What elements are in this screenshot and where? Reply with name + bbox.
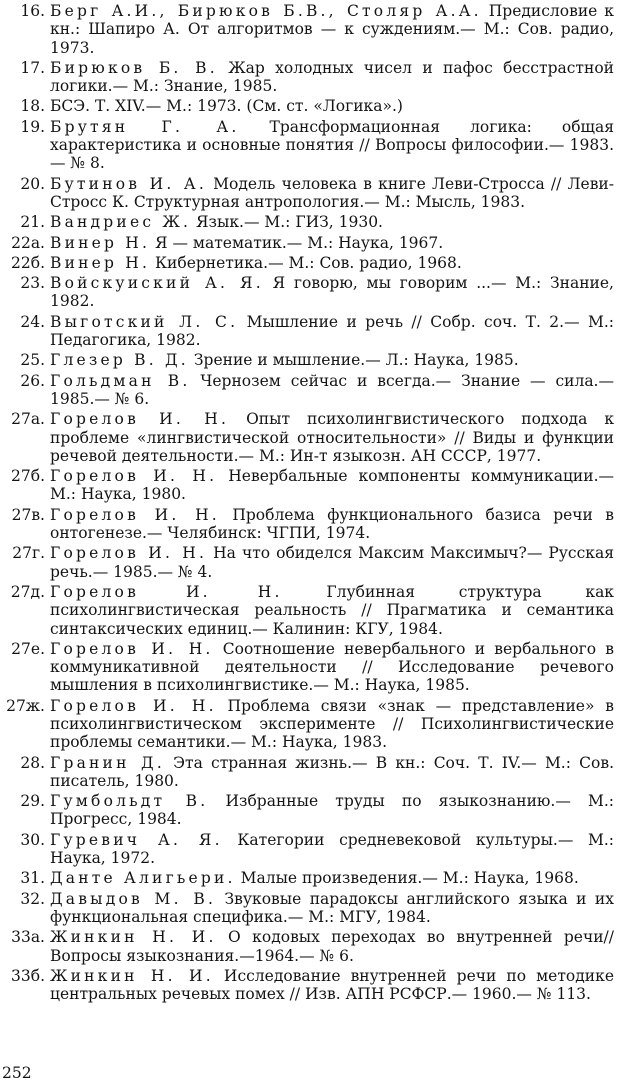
reference-text: Соотношение невербального и вербального в коммуникативной деятельности // Исследование речевого мышления в психолингвистике.— М.: Наука, 1985. — [50, 639, 615, 695]
reference-text: Невербальные компоненты коммуникации.— М.: Наука, 1980. — [50, 467, 615, 504]
reference-number: 22б. — [11, 253, 45, 272]
reference-entry — [0, 118, 614, 173]
reference-text: Зрение и мышление.— Л.: Наука, 1985. — [188, 351, 519, 370]
reference-author: Войскуиский А. Я. — [50, 274, 264, 293]
reference-entry — [0, 372, 614, 409]
reference-author: Винер Н. — [50, 253, 151, 272]
reference-entry — [0, 313, 614, 350]
reference-number: 26. — [20, 371, 45, 390]
reference-list — [0, 2, 614, 1005]
reference-number: 23. — [20, 274, 45, 293]
reference-body — [50, 506, 614, 543]
reference-number: 33б. — [11, 966, 45, 985]
reference-text: Категории средневековой культуры.— М.: Наука, 1972. — [50, 830, 614, 868]
reference-author: Гольдман В. — [50, 371, 191, 390]
reference-body — [50, 831, 614, 868]
reference-body — [50, 697, 614, 752]
reference-text: Эта странная жизнь.— В кн.: Соч. Т. IV.— М.: Сов. писатель, 1980. — [50, 753, 614, 790]
reference-author: Гранин Д. — [50, 753, 165, 772]
reference-author: Жинкин Н. И. — [50, 928, 217, 947]
reference-body — [50, 274, 614, 311]
reference-body — [50, 544, 614, 581]
reference-number: 17. — [20, 58, 45, 77]
reference-entry — [0, 583, 614, 638]
reference-number: 32. — [20, 889, 45, 908]
reference-text: Избранные труды по языкознанию.— М.: Прогресс, 1984. — [50, 792, 614, 829]
reference-entry — [0, 234, 614, 252]
reference-body — [50, 372, 614, 409]
reference-author: Горелов И. Н. — [50, 639, 214, 658]
reference-text: Опыт психолингвистического подхода к проблеме «лингвистической относительности» // Виды и функции речевой деятельности.— М.: Ин-т языкозн. АН СССР, 1977. — [50, 410, 615, 465]
reference-author: Берг А.И., Бирюков Б.В., Столяр А.А. — [50, 2, 482, 20]
reference-text: Звуковые парадоксы английского языка и их функциональная специфика.— М.: МГУ, 1984. — [50, 889, 615, 926]
reference-number: 28. — [20, 753, 45, 772]
reference-entry — [0, 792, 614, 829]
reference-author: Жинкин Н. И. — [50, 966, 214, 985]
reference-text: О кодовых переходах во внутренней речи// Вопросы языкознания.—1964.— № 6. — [50, 928, 614, 965]
reference-text: Проблема связи «знак — представление» в психолингвистическом эксперименте // Психолингвистические проблемы семантики.— М.: Наука, 1983. — [50, 696, 615, 752]
reference-body — [50, 467, 614, 504]
reference-number: 27в. — [11, 505, 45, 524]
reference-number: 18. — [20, 97, 45, 116]
reference-number: 22а. — [11, 233, 45, 252]
reference-entry — [0, 967, 614, 1004]
reference-author: Глезер В. Д. — [50, 351, 189, 370]
reference-body — [50, 410, 614, 465]
reference-entry — [0, 467, 614, 504]
reference-text: Предисловие к кн.: Шапиро А. От алгоритмов — к суждениям.— М.: Сов. радио, 1973. — [50, 2, 614, 57]
reference-body — [50, 869, 614, 887]
reference-text: Мышление и речь // Собр. соч. Т. 2.— М.: Педагогика, 1982. — [50, 312, 614, 350]
reference-text: Исследование внутренней речи по методике центральных речевых помех // Изв. АПН РСФСР.— 1960.— № 113. — [50, 966, 614, 1004]
reference-entry — [0, 175, 614, 212]
reference-number: 20. — [20, 174, 45, 193]
reference-body — [50, 754, 614, 791]
reference-text: БСЭ. Т. XIV.— М.: 1973. (См. ст. «Логика».) — [50, 97, 403, 116]
reference-entry — [0, 254, 614, 272]
reference-number: 16. — [20, 2, 45, 20]
reference-entry — [0, 2, 614, 57]
reference-text: Глубинная структура как психолингвистическая реальность // Прагматика и семантика синтаксических единиц.— Калинин: КГУ, 1984. — [50, 582, 614, 638]
reference-entry — [0, 754, 614, 791]
reference-number: 27г. — [12, 544, 45, 563]
reference-author: Горелов И. Н. — [50, 544, 208, 563]
reference-author: Гумбольдт В. — [50, 792, 209, 811]
reference-text: Кибернетика.— М.: Сов. радио, 1968. — [150, 253, 462, 272]
reference-number: 31. — [20, 869, 45, 888]
reference-author: Винер Н. — [50, 233, 151, 252]
reference-text: Я — математик.— М.: Наука, 1967. — [150, 233, 444, 252]
reference-body — [50, 97, 614, 115]
reference-body — [50, 213, 614, 231]
reference-author: Гуревич А. Я. — [50, 830, 223, 849]
reference-body — [50, 313, 614, 350]
reference-text: На что обиделся Максим Максимыч?— Русская речь.— 1985.— № 4. — [50, 544, 614, 581]
reference-body — [50, 583, 614, 638]
reference-number: 27ж. — [6, 696, 45, 715]
reference-body — [50, 118, 614, 173]
reference-author: Бирюков Б. В. — [50, 58, 218, 77]
reference-body — [50, 792, 614, 829]
reference-author: Вандриес Ж. — [50, 213, 192, 232]
reference-author: Данте Алигьери. — [50, 869, 236, 888]
reference-text: Трансформационная логика: общая характеристика и основные понятия // Вопросы философии.— 1983.— № 8. — [50, 117, 614, 173]
page-number: 252 — [2, 1064, 32, 1082]
reference-number: 25. — [20, 351, 45, 370]
reference-number: 27а. — [11, 410, 45, 429]
reference-author: Горелов И. Н. — [50, 467, 218, 486]
reference-entry — [0, 274, 614, 311]
reference-entry — [0, 640, 614, 695]
reference-author: Горелов И. Н. — [50, 410, 230, 429]
reference-number: 19. — [20, 117, 45, 136]
reference-body — [50, 254, 614, 272]
reference-body — [50, 967, 614, 1004]
reference-entry — [0, 831, 614, 868]
reference-author: Бутинов И. А. — [50, 174, 207, 193]
reference-number: 21. — [20, 213, 45, 232]
reference-number: 27е. — [11, 639, 45, 658]
reference-text: Модель человека в книге Леви-Стросса // Леви-Стросс К. Структурная антропология.— М.: Мысль, 1983. — [50, 174, 614, 211]
reference-entry — [0, 697, 614, 752]
reference-text: Я говорю, мы говорим ...— М.: Знание, 1982. — [50, 274, 614, 311]
reference-text: Проблема функционального базиса речи в онтогенезе.— Челябинск: ЧГПИ, 1974. — [50, 505, 615, 543]
reference-author: Горелов И. Н. — [50, 696, 217, 715]
reference-body — [50, 59, 614, 96]
reference-body — [50, 640, 614, 695]
reference-number: 27д. — [10, 582, 45, 601]
reference-body — [50, 928, 614, 965]
reference-body — [50, 175, 614, 212]
reference-author: Выготский Л. С. — [50, 312, 239, 331]
reference-body — [50, 2, 614, 57]
reference-number: 27б. — [11, 467, 45, 486]
reference-entry — [0, 97, 614, 115]
reference-body — [50, 234, 614, 252]
reference-number: 24. — [20, 312, 45, 331]
reference-text: Жар холодных чисел и пафос бесстрастной логики.— М.: Знание, 1985. — [50, 58, 614, 96]
reference-entry — [0, 928, 614, 965]
reference-entry — [0, 213, 614, 231]
reference-entry — [0, 869, 614, 887]
reference-entry — [0, 506, 614, 543]
reference-entry — [0, 410, 614, 465]
reference-entry — [0, 351, 614, 369]
reference-entry — [0, 544, 614, 581]
reference-author: Горелов И. Н. — [50, 505, 220, 524]
reference-entry — [0, 59, 614, 96]
reference-text: Малые произведения.— М.: Наука, 1968. — [235, 869, 579, 888]
reference-author: Горелов И. Н. — [50, 582, 283, 601]
reference-body — [50, 890, 614, 927]
reference-number: 33а. — [11, 928, 45, 947]
reference-text: Чернозем сейчас и всегда.— Знание — сила.— 1985.— № 6. — [50, 371, 614, 408]
reference-author: Давыдов М. В. — [50, 889, 217, 908]
reference-author: Брутян Г. А. — [50, 117, 240, 136]
reference-number: 29. — [20, 792, 45, 811]
reference-number: 30. — [20, 830, 45, 849]
reference-entry — [0, 890, 614, 927]
reference-body — [50, 351, 614, 369]
reference-text: Язык.— М.: ГИЗ, 1930. — [191, 213, 383, 232]
